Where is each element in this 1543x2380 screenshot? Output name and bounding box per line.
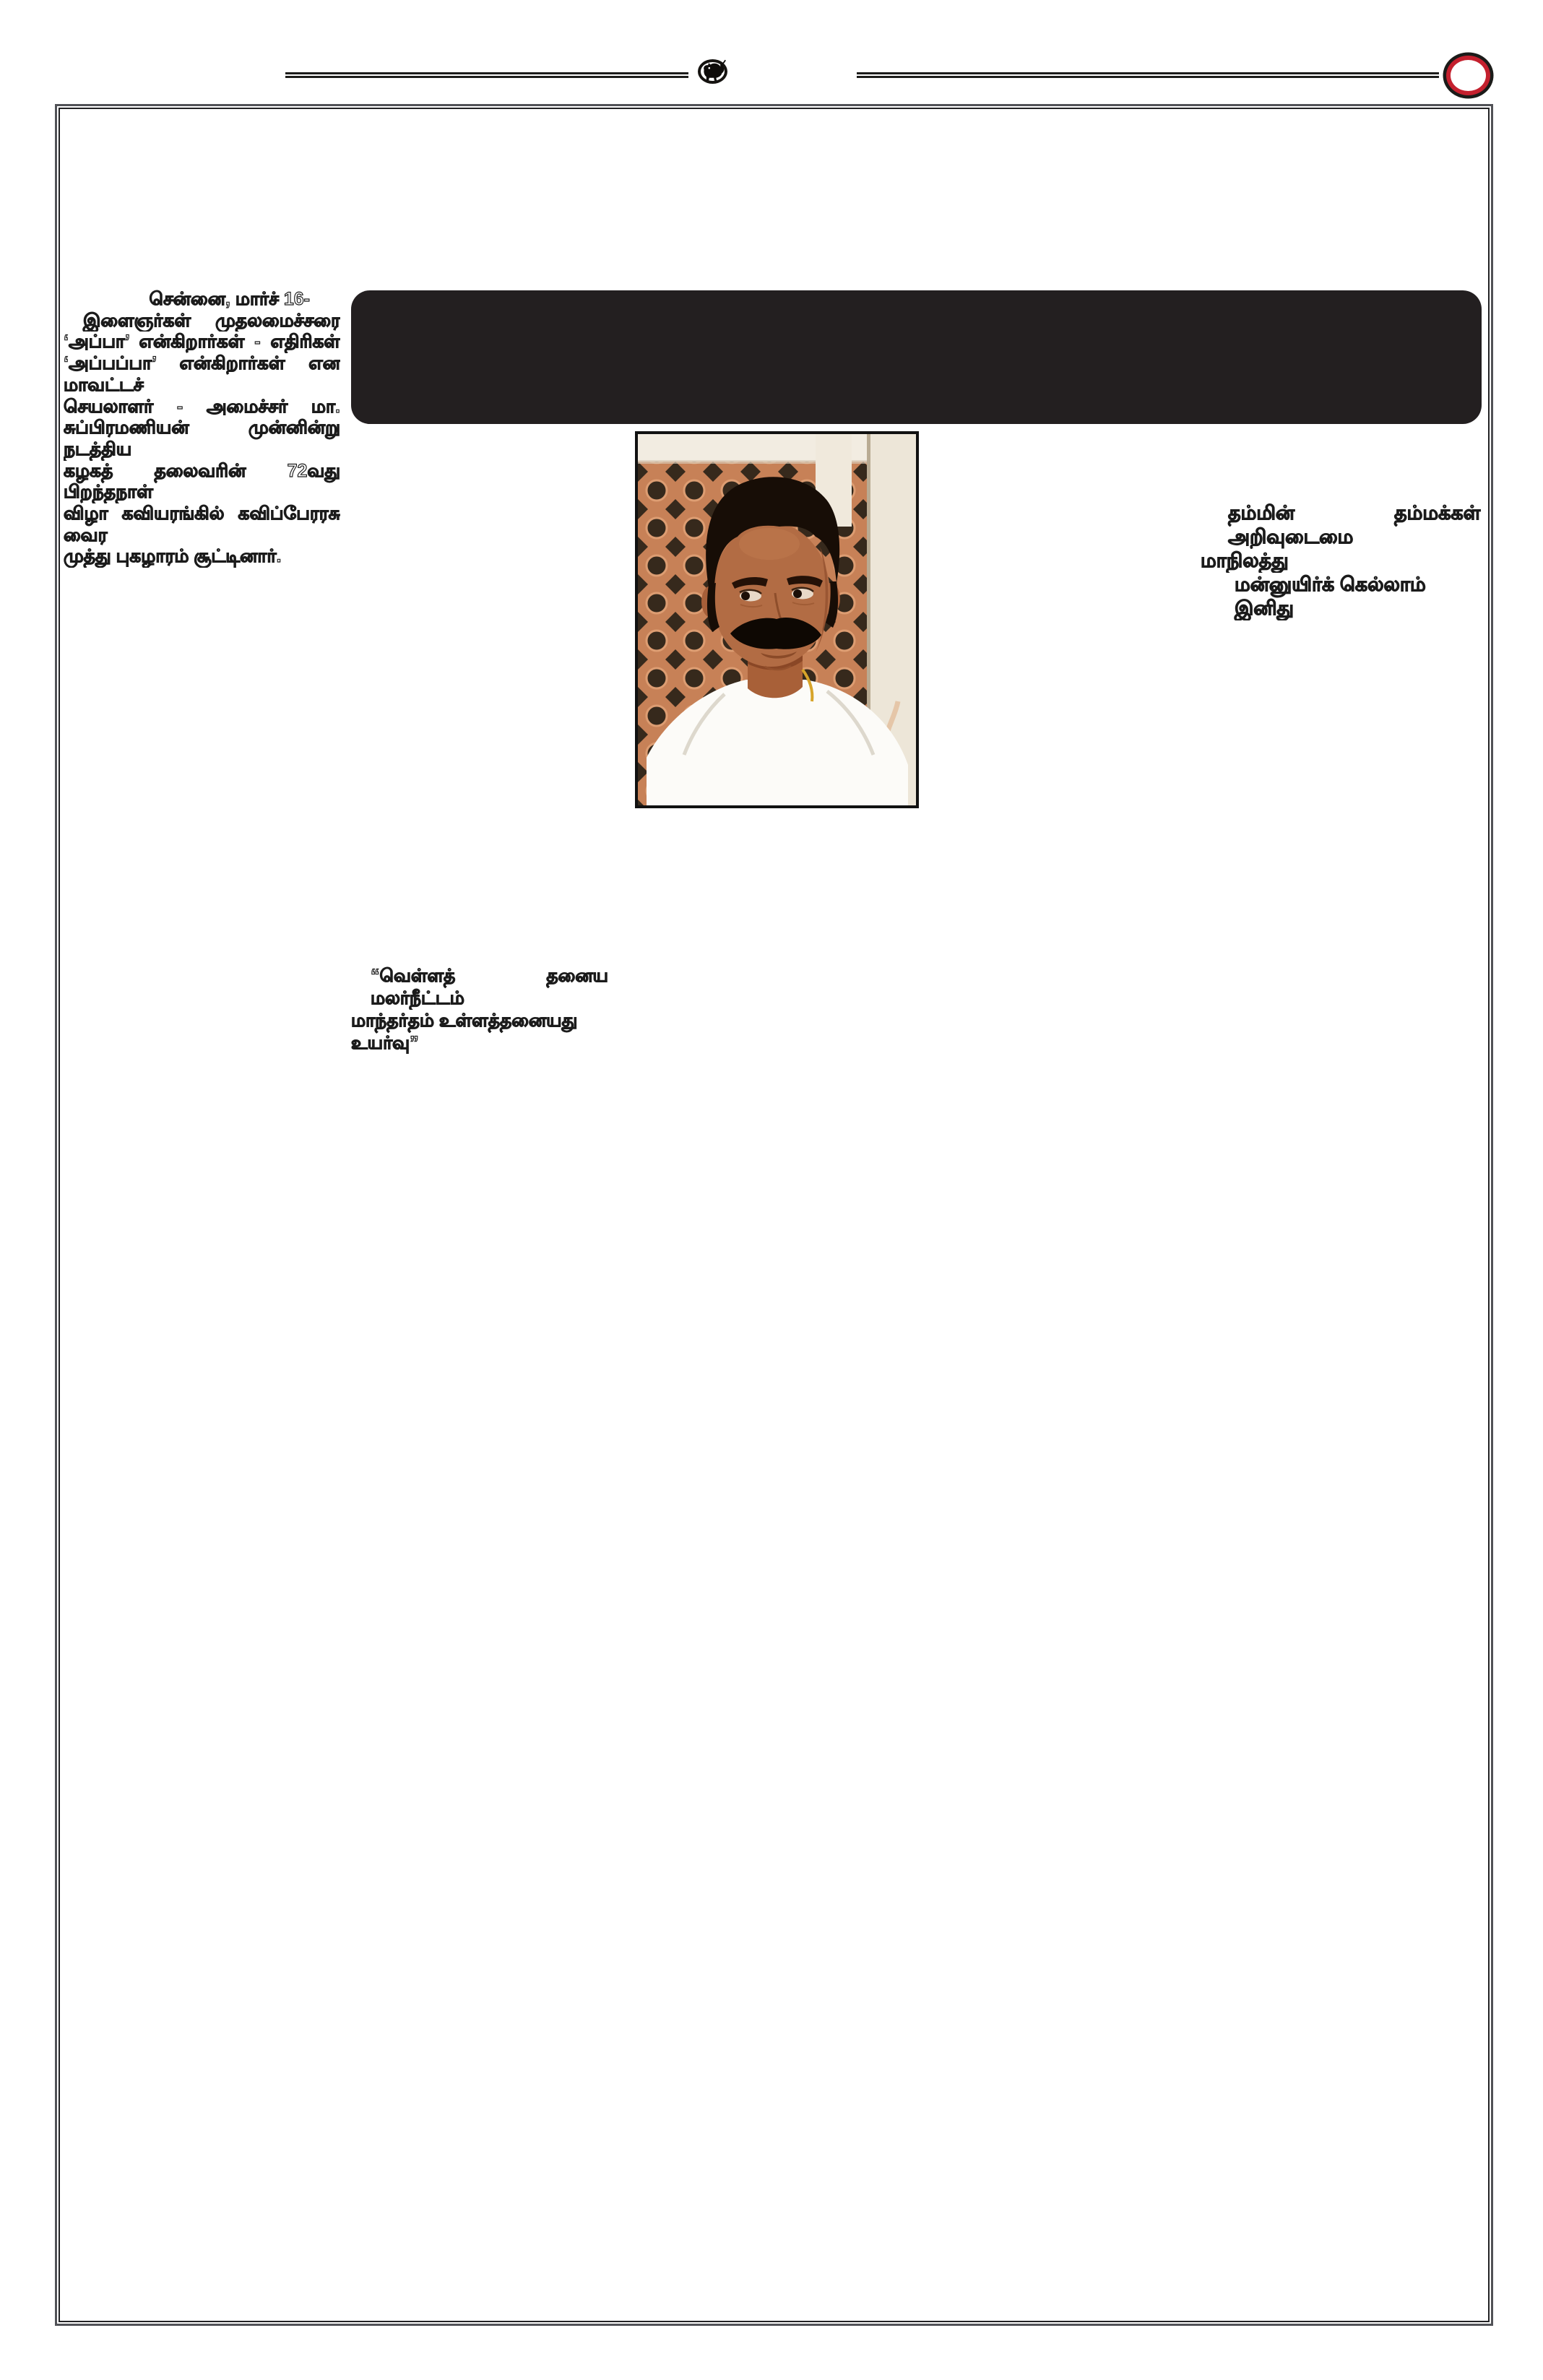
dateline: சென்னை, மார்ச் 16- <box>149 289 310 309</box>
portrait-photo <box>635 431 919 808</box>
quote-line: “வெள்ளத் தனைய மலர்நீட்டம் <box>371 966 608 1008</box>
lead-line: ‘அப்பா’ என்கிறார்கள் - எதிரிகள் <box>64 332 340 352</box>
article-lead-paragraph <box>64 289 340 568</box>
kural-verse-right <box>1201 501 1481 620</box>
red-ring-ornament <box>1446 56 1490 95</box>
bull-emblem-icon <box>698 59 727 84</box>
lead-line: ‘அப்பப்பா’ என்கிறார்கள் என மாவட்டச் <box>64 353 340 395</box>
redacted-headline-box <box>351 290 1482 424</box>
lead-line: செயலாளர் - அமைச்சர் மா. <box>64 396 340 417</box>
kural-quote-block <box>351 965 608 1055</box>
lead-line: சுப்பிரமணியன் முன்னின்று நடத்திய <box>64 417 340 459</box>
quote-line: மாந்தர்தம் உள்ளத்தனையது உயர்வு” <box>351 1011 578 1053</box>
lead-line: விழா கவியரங்கில் கவிப்பேரரசு வைர <box>64 503 340 545</box>
kural-line: மாநிலத்து <box>1201 550 1289 571</box>
lead-line: இளைஞர்கள் முதலமைச்சரை <box>83 310 340 331</box>
lead-line: முத்து புகழாரம் சூட்டினார். <box>64 546 282 567</box>
lead-line: கழகத் தலைவரின் 72வது பிறந்தநாள் <box>64 460 340 503</box>
masthead-rule-right <box>857 72 1439 78</box>
kural-line: தம்மின் தம்மக்கள் அறிவுடைமை <box>1228 502 1481 548</box>
masthead-rule-left <box>285 72 688 78</box>
kural-line: மன்னுயிர்க் கெல்லாம் இனிது <box>1235 574 1426 619</box>
